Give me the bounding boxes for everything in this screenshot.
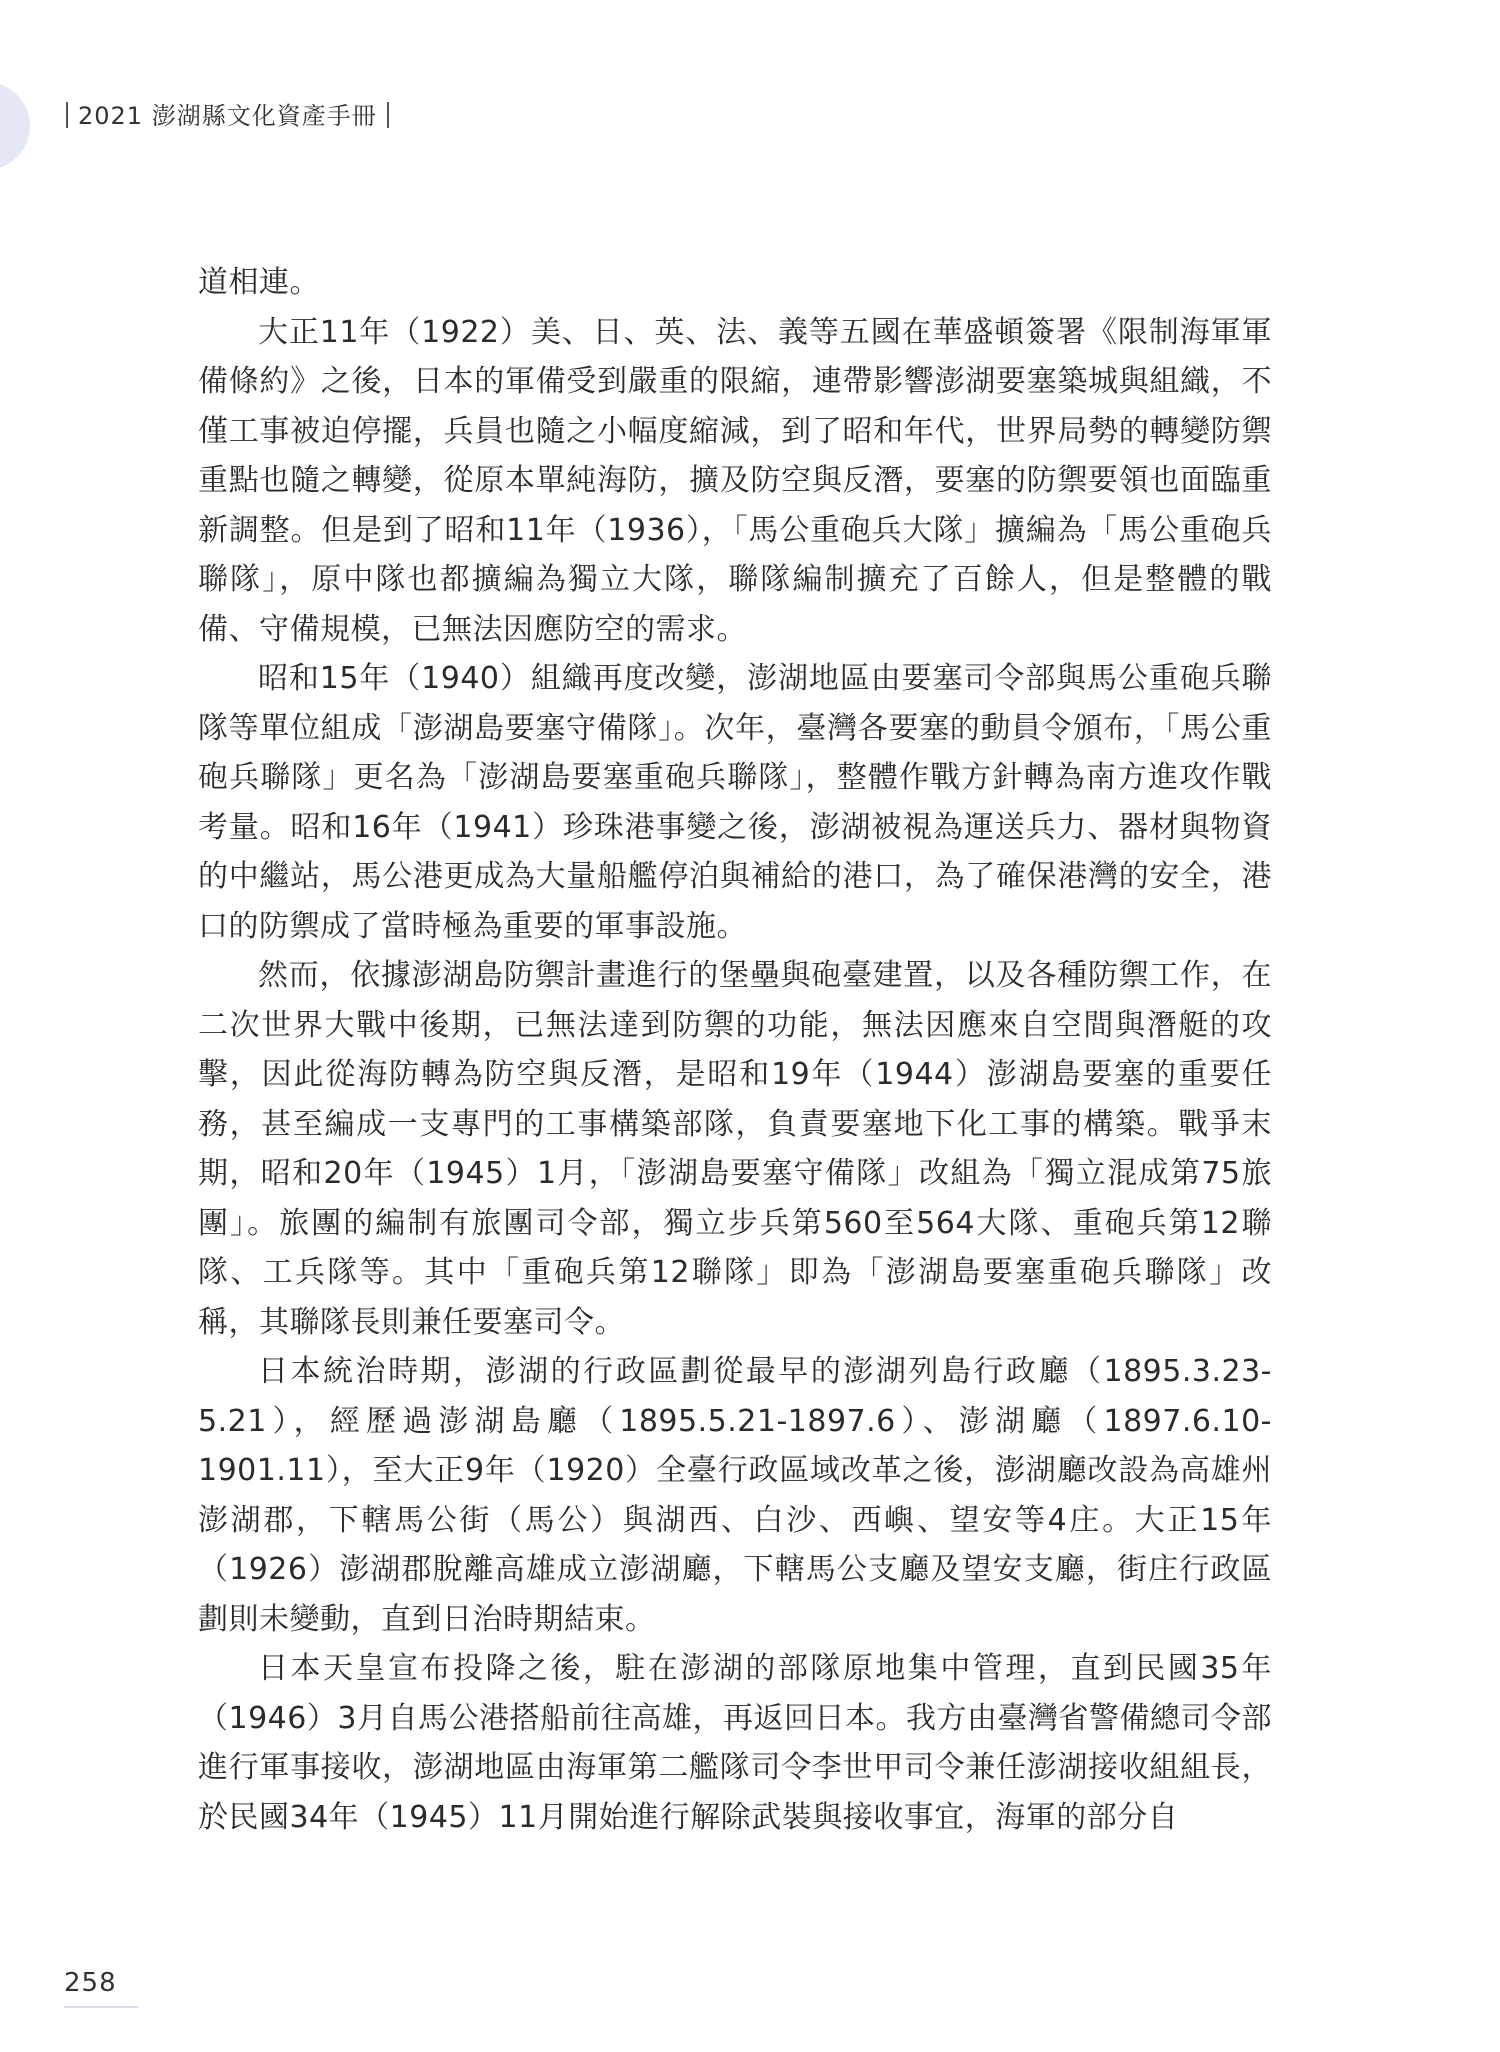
paragraph: 日本統治時期，澎湖的行政區劃從最早的澎湖列島行政廳（1895.3.23-5.21），經歷過澎湖島廳（1895.5.21-1897.6）、澎湖廳（1897.6.10-1901.11），至大正9年（1920）全臺行政區域改革之後，澎湖廳改設為高雄州澎湖郡，下轄馬公街（馬公）與湖西、白沙、西嶼、望安等4庄。大正15年（1926）澎湖郡脫離高雄成立澎湖廳，下轄馬公支廳及望安支廳，街庄行政區劃則未變動，直到日治時期結束。: [198, 1354, 1272, 1637]
paragraph: 大正11年（1922）美、日、英、法、義等五國在華盛頓簽署《限制海軍軍備條約》之後，日本的軍備受到嚴重的限縮，連帶影響澎湖要塞築城與組織，不僅工事被迫停擺，兵員也隨之小幅度縮減，到了昭和年代，世界局勢的轉變防禦重點也隨之轉變，從原本單純海防，擴及防空與反潛，要塞的防禦要領也面臨重新調整。但是到了昭和11年（1936），「馬公重砲兵大隊」擴編為「馬公重砲兵聯隊」，原中隊也都擴編為獨立大隊，聯隊編制擴充了百餘人，但是整體的戰備、守備規模，已無法因應防空的需求。: [198, 314, 1272, 647]
paragraph: 然而，依據澎湖島防禦計畫進行的堡壘與砲臺建置，以及各種防禦工作，在二次世界大戰中後期，已無法達到防禦的功能，無法因應來自空間與潛艇的攻擊，因此從海防轉為防空與反潛，是昭和19年（1944）澎湖島要塞的重要任務，甚至編成一支專門的工事構築部隊，負責要塞地下化工事的構築。戰爭末期，昭和20年（1945）1月，「澎湖島要塞守備隊」改組為「獨立混成第75旅團」。旅團的編制有旅團司令部，獨立步兵第560至564大隊、重砲兵第12聯隊、工兵隊等。其中「重砲兵第12聯隊」即為「澎湖島要塞重砲兵聯隊」改稱，其聯隊長則兼任要塞司令。: [198, 958, 1272, 1340]
page-number: 258: [64, 1968, 117, 1998]
page-number-rule: [64, 2006, 138, 2008]
paragraph-continuation: 道相連。: [198, 265, 320, 300]
paragraph: 昭和15年（1940）組織再度改變，澎湖地區由要塞司令部與馬公重砲兵聯隊等單位組成「澎湖島要塞守備隊」。次年，臺灣各要塞的動員令頒布，「馬公重砲兵聯隊」更名為「澎湖島要塞重砲兵聯隊」，整體作戰方針轉為南方進攻作戰考量。昭和16年（1941）珍珠港事變之後，澎湖被視為運送兵力、器材與物資的中繼站，馬公港更成為大量船艦停泊與補給的港口，為了確保港灣的安全，港口的防禦成了當時極為重要的軍事設施。: [198, 661, 1272, 944]
running-header-title: 2021 澎湖縣文化資產手冊: [78, 102, 377, 130]
corner-tab-decoration: [0, 82, 30, 170]
running-header: [56, 96, 399, 131]
header-divider-right: [387, 102, 389, 128]
header-divider-left: [66, 102, 68, 128]
paragraph: 日本天皇宣布投降之後，駐在澎湖的部隊原地集中管理，直到民國35年（1946）3月自馬公港搭船前往高雄，再返回日本。我方由臺灣省警備總司令部進行軍事接收，澎湖地區由海軍第二艦隊司令李世甲司令兼任澎湖接收組組長，於民國34年（1945）11月開始進行解除武裝與接收事宜，海軍的部分自: [198, 1651, 1272, 1835]
body-text: [198, 258, 1272, 1842]
